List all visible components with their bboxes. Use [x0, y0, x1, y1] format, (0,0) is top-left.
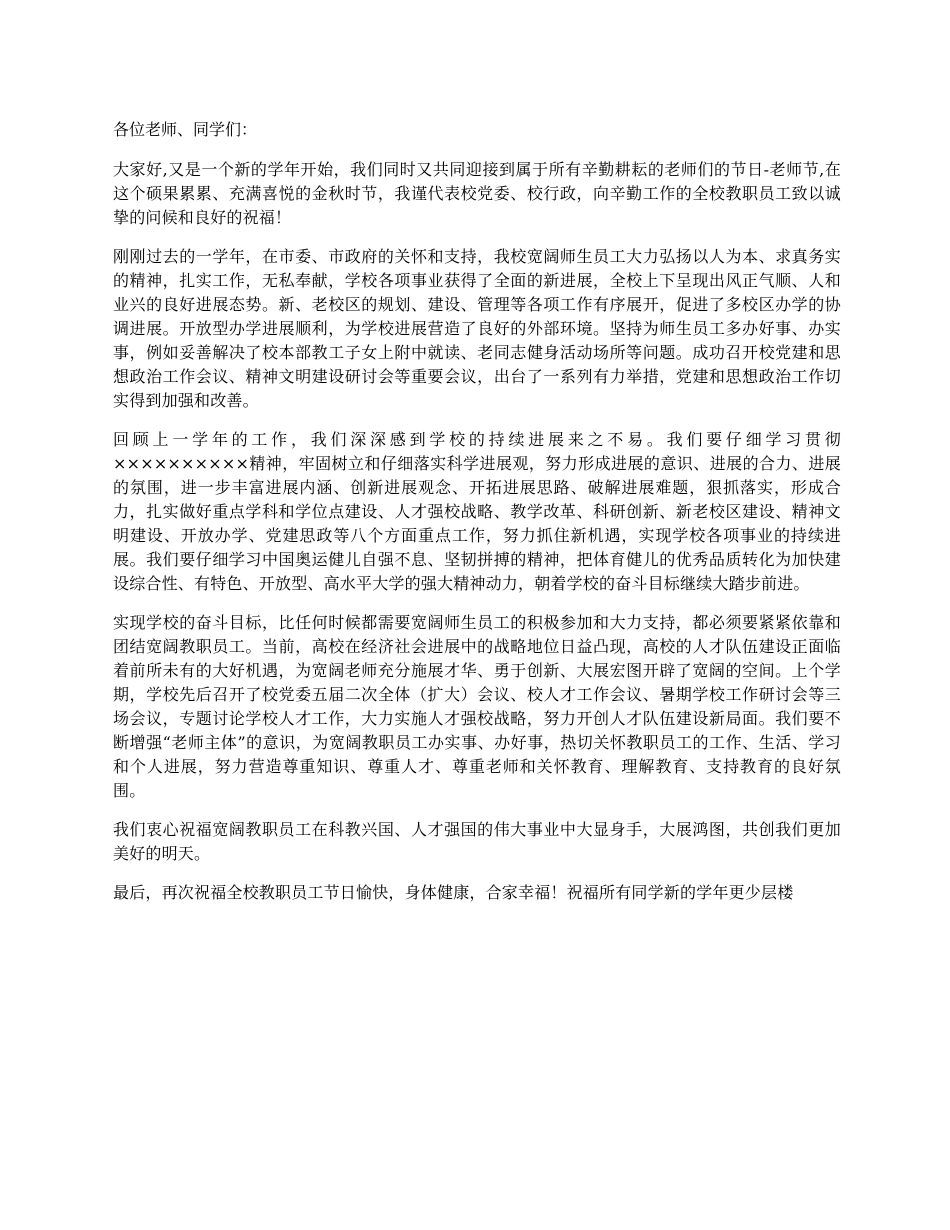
document-body [113, 118, 841, 920]
paragraph-closing: 最后，再次祝福全校教职员工节日愉快，身体健康，合家幸福！祝福所有同学新的学年更少层楼 [113, 883, 794, 902]
paragraph-review: 回顾上一学年的工作，我们深深感到学校的持续进展来之不易。我们要仔细学习贯彻××××××××××精神，牢固树立和仔细落实科学进展观，努力形成进展的意识、进展的合力、进展的氛围，进一步丰富进展内涵、创新进展观念、开拓进展思路、破解进展难题，狠抓落实，形成合力，扎实做好重点学科和学位点建设、人才强校战略、教学改革、科研创新、新老校区建设、精神文明建设、开放办学、党建思政等八个方面重点工作，努力抓住新机遇，实现学校各项事业的持续进展。我们要仔细学习中国奥运健儿自强不息、坚韧拼搏的精神，把体育健儿的优秀品质转化为加快建设综合性、有特色、开放型、高水平大学的强大精神动力，朝着学校的奋斗目标继续大踏步前进。 [113, 430, 841, 593]
paragraph-opening: 大家好,又是一个新的学年开始，我们同时又共同迎接到属于所有辛勤耕耘的老师们的节日-老师节,在这个硕果累累、充满喜悦的金秋时节，我谨代表校党委、校行政，向辛勤工作的全校教职员工致以诚挚的问候和良好的祝福！ [113, 160, 841, 227]
paragraph-past-year: 刚刚过去的一学年，在市委、市政府的关怀和支持，我校宽阔师生员工大力弘扬以人为本、求真务实的精神，扎实工作，无私奉献，学校各项事业获得了全面的新进展，全校上下呈现出风正气顺、人和业兴的良好进展态势。新、老校区的规划、建设、管理等各项工作有序展开，促进了多校区办学的协调进展。开放型办学进展顺利，为学校进展营造了良好的外部环境。坚持为师生员工多办好事、办实事，例如妥善解决了校本部教工子女上附中就读、老同志健身活动场所等问题。成功召开校党建和思想政治工作会议、精神文明建设研讨会等重要会议，出台了一系列有力举措，党建和思想政治工作切实得到加强和改善。 [113, 247, 841, 410]
greeting-line: 各位老师、同学们： [113, 120, 258, 139]
paragraph-goals: 实现学校的奋斗目标，比任何时候都需要宽阔师生员工的积极参加和大力支持，都必须要紧紧依靠和团结宽阔教职员工。当前，高校在经济社会进展中的战略地位日益凸现，高校的人才队伍建设正面临着前所未有的大好机遇，为宽阔老师充分施展才华、勇于创新、大展宏图开辟了宽阔的空间。上个学期，学校先后召开了校党委五届二次全体（扩大）会议、校人才工作会议、暑期学校工作研讨会等三场会议，专题讨论学校人才工作，大力实施人才强校战略，努力开创人才队伍建设新局面。我们要不断增强“老师主体”的意识，为宽阔教职员工办实事、办好事，热切关怀教职员工的工作、生活、学习和个人进展，努力营造尊重知识、尊重人才、尊重老师和关怀教育、理解教育、支持教育的良好氛围。 [113, 613, 841, 800]
paragraph-wishes: 我们衷心祝福宽阔教职员工在科教兴国、人才强国的伟大事业中大显身手，大展鸿图，共创我们更加美好的明天。 [113, 820, 841, 863]
